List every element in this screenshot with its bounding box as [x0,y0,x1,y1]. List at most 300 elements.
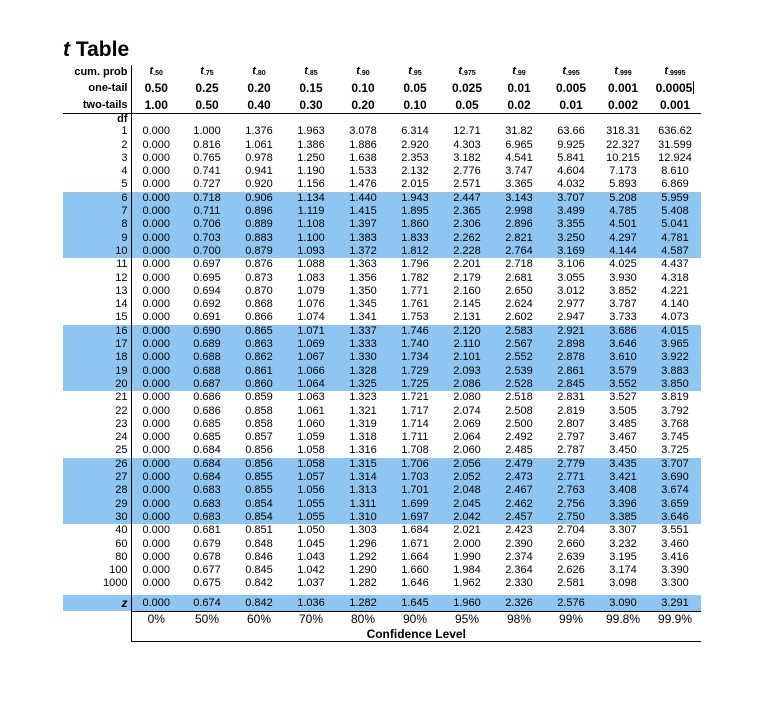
cum-prob-header [181,65,233,80]
table-cell: 1.119 [285,205,337,218]
table-cell: 1.055 [285,511,337,524]
table-cell: 1.060 [297,417,325,430]
table-cell: 1.064 [285,378,337,391]
df-value: 8 [63,218,131,231]
one-tail-label: one-tail [63,80,131,97]
two-tails-label: two-tails [63,97,131,114]
empty-cell [181,114,233,126]
t-symbol: t [512,65,516,77]
table-cell: 0.000 [131,218,181,231]
table-row [63,511,701,524]
table-cell: 3.485 [609,417,637,430]
table-cell: 2.861 [545,365,597,378]
table-cell: 0.711 [181,205,233,218]
table-cell: 2.602 [505,311,533,324]
table-cell: 1.134 [285,192,337,205]
table-cell: 2.650 [505,284,533,297]
table-cell: 1.337 [337,325,389,338]
cum-prob-header [545,65,597,80]
table-cell: 0.876 [245,258,273,271]
table-cell: 1.699 [389,498,441,511]
table-cell: 2.131 [453,311,481,324]
table-cell: 0.000 [142,298,171,311]
table-cell: 0.000 [142,284,171,297]
table-cell: 3.098 [609,577,637,590]
df-value: 19 [63,365,131,378]
t-subscript: .999 [618,70,632,77]
table-cell: 2.624 [505,298,533,311]
df-value: 16 [63,325,131,338]
table-cell: 0.688 [181,351,233,364]
df-value: 100 [63,564,131,577]
df-value: 30 [63,511,131,524]
table-cell: 0.816 [193,138,221,151]
table-cell: 0.000 [131,351,181,364]
empty-cell [389,114,441,126]
table-cell: 2.528 [493,378,545,391]
df-value: 23 [63,418,131,431]
table-cell: 1.729 [389,365,441,378]
table-cell: 3.930 [609,271,637,284]
table-cell: 0.000 [142,311,171,324]
one-tail-value: 0.005 [555,81,587,96]
table-cell: 0.691 [193,311,221,324]
table-cell: 0.697 [193,258,221,271]
table-cell: 3.365 [505,178,533,191]
table-cell: 1.638 [349,151,377,164]
df-value: 80 [63,551,131,564]
table-cell: 0.685 [193,417,221,430]
table-cell: 1.050 [297,524,325,537]
df-value: 20 [63,378,131,391]
table-row [63,391,701,404]
table-cell: 0.000 [142,577,171,590]
table-cell: 1.753 [401,311,429,324]
z-value: 0.842 [233,595,285,612]
table-cell: 0.683 [181,498,233,511]
table-cell: 0.862 [233,351,285,364]
table-cell: 4.297 [597,232,649,245]
table-cell: 0.856 [233,458,285,471]
table-cell: 3.965 [649,338,701,351]
empty-cell [285,114,337,126]
table-cell: 2.771 [545,471,597,484]
table-cell: 0.000 [131,365,181,378]
table-cell: 0.845 [245,564,273,577]
table-cell: 1.341 [349,311,377,324]
table-row [63,232,701,245]
table-cell: 3.182 [453,151,481,164]
table-cell: 1.345 [349,298,377,311]
table-cell: 0.686 [193,404,221,417]
df-value: 60 [63,538,131,551]
table-cell: 1.363 [349,258,377,271]
table-cell: 5.893 [609,178,637,191]
table-cell: 2.179 [453,271,481,284]
table-cell: 1.476 [349,178,377,191]
table-cell: 2.457 [493,511,545,524]
table-row [63,272,701,285]
table-cell: 3.527 [609,391,637,404]
table-cell: 0.703 [181,232,233,245]
cum-prob-header [389,65,441,80]
table-cell: 2.160 [453,284,481,297]
table-row [63,471,701,484]
table-cell: 0.000 [131,232,181,245]
table-cell: 0.866 [245,311,273,324]
table-cell: 3.768 [661,417,689,430]
table-cell: 0.000 [131,245,181,258]
table-row [63,577,701,590]
table-row [63,405,701,418]
table-cell: 1.061 [297,404,325,417]
table-cell: 3.733 [609,311,637,324]
table-cell: 0.683 [181,511,233,524]
df-value: 40 [63,524,131,537]
two-tails-value: 0.10 [403,97,427,112]
table-cell: 2.776 [453,165,481,178]
table-row [63,498,701,511]
table-cell: 1.771 [401,284,429,297]
table-cell: 2.000 [453,537,481,550]
table-cell: 1.059 [297,431,325,444]
table-cell: 2.390 [505,537,533,550]
table-row [63,365,701,378]
t-subscript: .95 [411,70,422,77]
table-cell: 4.785 [597,205,649,218]
table-cell: 1.083 [297,271,325,284]
table-cell: 0.689 [181,338,233,351]
table-cell: 0.706 [181,218,233,231]
table-cell: 2.101 [441,351,493,364]
table-cell: 1.684 [401,524,429,537]
table-cell: 1.734 [389,351,441,364]
table-cell: 0.727 [193,178,221,191]
table-cell: 3.686 [597,325,649,338]
table-row [63,298,701,311]
table-cell: 3.300 [661,577,689,590]
table-cell: 1.071 [285,325,337,338]
empty-cell [493,114,545,126]
cum-prob-label: cum. prob [63,65,131,80]
table-cell: 0.000 [142,417,171,430]
table-cell: 1.321 [349,404,377,417]
table-cell: 1.711 [401,431,429,444]
table-cell: 1.074 [297,311,325,324]
table-cell: 1.708 [401,444,429,457]
df-value: 1000 [63,577,131,590]
df-value: 5 [63,178,131,191]
two-tails-value: 0.50 [195,97,219,112]
table-cell: 3.174 [609,564,637,577]
table-cell: 2.042 [441,511,493,524]
table-row [63,125,701,138]
table-cell: 2.764 [493,245,545,258]
table-cell: 1.314 [337,471,389,484]
table-cell: 5.841 [557,151,585,164]
confidence-row [63,611,701,627]
table-cell: 1.057 [285,471,337,484]
table-cell: 63.66 [557,125,585,138]
table-cell: 2.306 [441,218,493,231]
table-cell: 3.551 [661,524,689,537]
t-subscript: .90 [359,70,370,77]
cursor-bar [693,81,694,94]
t-subscript: .995 [566,70,580,77]
table-cell: 2.462 [493,498,545,511]
confidence-value: 99.8% [597,611,649,627]
table-cell: 4.015 [649,325,701,338]
df-value: 25 [63,444,131,457]
table-cell: 2.567 [493,338,545,351]
table-cell: 5.408 [649,205,701,218]
table-cell: 3.646 [597,338,649,351]
table-row [63,458,701,471]
table-cell: 1.045 [297,537,325,550]
table-cell: 2.364 [505,564,533,577]
table-cell: 2.626 [557,564,585,577]
table-cell: 0.000 [142,391,171,404]
table-cell: 3.169 [545,245,597,258]
df-value: 1 [63,125,131,138]
table-cell: 3.552 [597,378,649,391]
df-value: 10 [63,245,131,258]
table-cell: 1.330 [337,351,389,364]
table-cell: 1.055 [285,498,337,511]
table-cell: 1.088 [297,258,325,271]
cum-prob-header [493,65,545,80]
one-tail-value: 0.10 [351,81,375,96]
df-value: 21 [63,391,131,404]
table-cell: 0.861 [233,365,285,378]
table-cell: 1.323 [349,391,377,404]
confidence-value: 50% [181,611,233,627]
empty-cell [545,114,597,126]
table-cell: 1.812 [389,245,441,258]
t-symbol: t [356,65,360,77]
table-cell: 2.681 [505,271,533,284]
table-cell: 3.450 [609,444,637,457]
table-cell: 1.725 [389,378,441,391]
table-cell: 1.311 [337,498,389,511]
cum-prob-header [441,65,493,80]
table-cell: 1.533 [349,165,377,178]
table-cell: 1.333 [337,338,389,351]
table-cell: 2.064 [453,431,481,444]
df-value: 7 [63,205,131,218]
table-cell: 2.074 [453,404,481,417]
table-cell: 1.282 [349,577,377,590]
table-cell: 2.797 [557,431,585,444]
table-cell: 1.190 [297,165,325,178]
z-value: 1.960 [441,595,493,612]
z-value: 1.282 [337,595,389,612]
table-cell: 0.718 [181,192,233,205]
table-cell: 0.684 [181,458,233,471]
df-value: 24 [63,431,131,444]
table-cell: 0.870 [245,284,273,297]
table-row [63,351,701,364]
table-cell: 0.678 [193,550,221,563]
table-cell: 1.056 [285,484,337,497]
two-tails-value: 0.40 [247,97,271,112]
table-cell: 0.765 [193,151,221,164]
table-cell: 5.208 [597,192,649,205]
table-cell: 1.833 [389,232,441,245]
table-cell: 3.659 [649,498,701,511]
table-cell: 2.763 [545,484,597,497]
table-cell: 2.120 [441,325,493,338]
table-cell: 1.761 [401,298,429,311]
table-cell: 4.604 [557,165,585,178]
t-symbol: t [562,65,567,77]
table-cell: 2.021 [453,524,481,537]
table-cell: 3.195 [609,550,637,563]
t-symbol: t [304,65,308,77]
confidence-empty [63,611,131,627]
two-tails-value: 1.00 [144,97,168,112]
table-cell: 7.173 [609,165,637,178]
table-cell: 4.541 [505,151,533,164]
cum-prob-header [285,65,337,80]
table-cell: 1.063 [297,391,325,404]
table-cell: 2.878 [545,351,597,364]
table-cell: 0.883 [233,232,285,245]
table-cell: 4.025 [609,258,637,271]
table-cell: 0.690 [181,325,233,338]
table-row [63,152,701,165]
df-value: 15 [63,311,131,324]
table-cell: 0.848 [245,537,273,550]
table-cell: 1.292 [349,550,377,563]
table-cell: 1.310 [337,511,389,524]
two-tails-value: 0.30 [299,97,323,112]
df-value: 29 [63,498,131,511]
t-subscript: .99 [515,70,526,77]
table-cell: 1.350 [349,284,377,297]
table-cell: 3.390 [661,564,689,577]
table-cell: 1.318 [349,431,377,444]
table-cell: 0.873 [245,271,273,284]
table-cell: 1.984 [453,564,481,577]
table-cell: 3.467 [609,431,637,444]
table-cell: 2.056 [441,458,493,471]
cum-prob-header [597,65,649,80]
table-cell: 2.086 [441,378,493,391]
table-cell: 3.883 [649,365,701,378]
table-cell: 1.697 [389,511,441,524]
table-cell: 0.000 [131,484,181,497]
table-row [63,444,701,457]
table-cell: 0.879 [233,245,285,258]
table-cell: 1.100 [285,232,337,245]
table-cell: 1.886 [349,138,377,151]
confidence-value: 99.9% [649,611,701,627]
one-tail-value: 0.01 [507,81,531,96]
table-cell: 3.078 [349,125,377,138]
table-cell: 8.610 [661,165,689,178]
z-value: 3.291 [649,595,701,612]
table-cell: 5.041 [649,218,701,231]
table-cell: 3.385 [597,511,649,524]
table-cell: 2.060 [453,444,481,457]
z-value: 0.000 [131,595,181,612]
z-row [63,595,701,612]
table-cell: 2.467 [493,484,545,497]
confidence-value: 70% [285,611,337,627]
t-subscript: .75 [203,70,214,77]
table-cell: 2.201 [453,258,481,271]
table-cell: 1.415 [337,205,389,218]
z-value: 2.326 [493,595,545,612]
t-symbol: t [458,65,463,77]
table-cell: 0.000 [131,205,181,218]
table-cell: 1.671 [401,537,429,550]
confidence-value: 98% [493,611,545,627]
table-cell: 1.721 [401,391,429,404]
table-cell: 0.842 [245,577,273,590]
table-row [63,285,701,298]
table-cell: 3.505 [609,404,637,417]
table-cell: 3.106 [557,258,585,271]
t-subscript: .975 [462,70,476,77]
table-cell: 2.704 [557,524,585,537]
table-row [63,165,701,178]
table-cell: 2.132 [401,165,429,178]
confidence-value: 99% [545,611,597,627]
t-subscript: .50 [153,70,163,77]
empty-cell [233,114,285,126]
table-cell: 0.677 [193,564,221,577]
table-cell: 3.674 [649,484,701,497]
table-cell: 3.852 [609,284,637,297]
table-cell: 3.819 [661,391,689,404]
table-cell: 12.71 [453,125,481,138]
table-cell: 2.756 [545,498,597,511]
table-cell: 2.750 [545,511,597,524]
table-cell: 0.896 [233,205,285,218]
z-value: 3.090 [597,595,649,612]
table-cell: 0.000 [142,271,171,284]
table-cell: 4.303 [453,138,481,151]
table-row [63,551,701,564]
table-cell: 2.639 [557,550,585,563]
empty-cell [597,114,649,126]
table-cell: 0.855 [233,471,285,484]
df-value: 12 [63,272,131,285]
table-cell: 1.660 [401,564,429,577]
table-cell: 3.707 [545,192,597,205]
table-cell: 0.860 [233,378,285,391]
df-value: 13 [63,285,131,298]
t-symbol: t [149,65,154,77]
table-cell: 1.717 [401,404,429,417]
table-cell: 2.898 [545,338,597,351]
table-cell: 3.421 [597,471,649,484]
table-cell: 2.045 [441,498,493,511]
df-value: 22 [63,405,131,418]
table-cell: 3.232 [609,537,637,550]
table-cell: 1.646 [401,577,429,590]
table-cell: 1.372 [337,245,389,258]
table-cell: 1.356 [349,271,377,284]
table-cell: 3.646 [649,511,701,524]
table-cell: 0.859 [245,391,273,404]
table-cell: 0.679 [193,537,221,550]
table-cell: 0.000 [131,192,181,205]
page-title [63,38,129,62]
table-cell: 1.076 [297,298,325,311]
